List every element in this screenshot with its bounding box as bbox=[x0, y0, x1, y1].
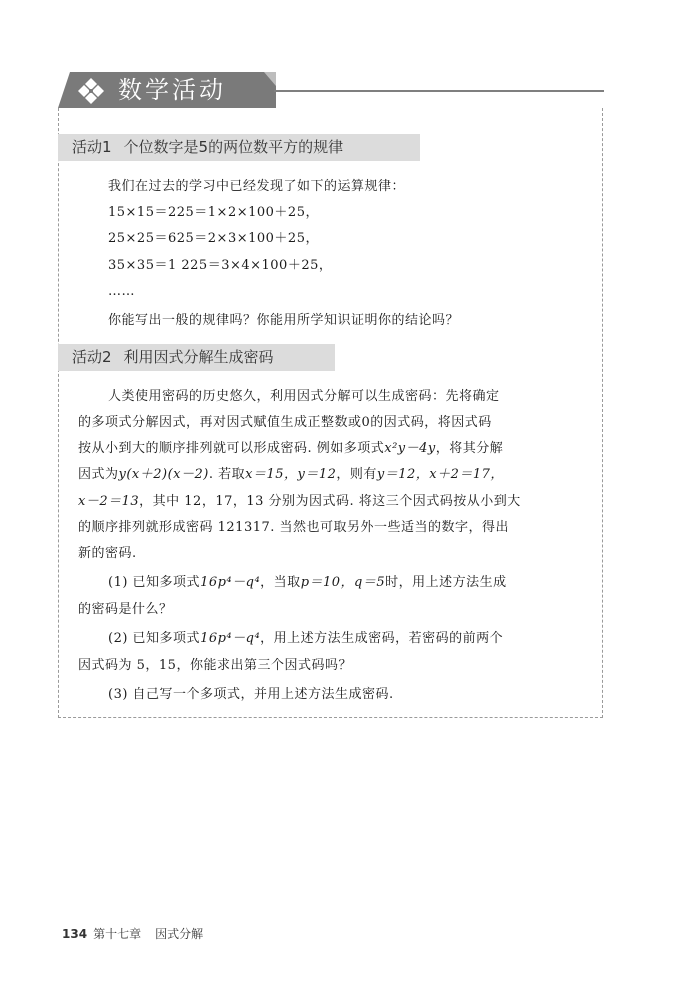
activity1-ellipsis: …… bbox=[108, 284, 135, 299]
math-expression: y＝12，x＋2＝17， bbox=[376, 467, 504, 482]
math-expression: p＝10，q＝5 bbox=[300, 575, 386, 590]
question-2-continued: 因式码为 5，15，你能求出第三个因式码吗？ bbox=[78, 658, 352, 673]
chapter-title: 因式分解 bbox=[155, 927, 204, 941]
activity2-title: 利用因式分解生成密码 bbox=[123, 348, 274, 366]
chapter-label: 第十七章 bbox=[93, 927, 142, 941]
activity2-paragraph-line bbox=[78, 493, 521, 511]
text-run: ，用上述方法生成密码，若密码的前两个 bbox=[260, 631, 504, 646]
text-run: (2) 已知多项式 bbox=[108, 631, 201, 646]
math-activity-logo-icon bbox=[76, 77, 106, 105]
text-run: ，将其分解 bbox=[435, 441, 504, 456]
math-expression: x＝15，y＝12 bbox=[245, 467, 337, 482]
activity1-example: 15×15＝225＝1×2×100＋25， bbox=[108, 205, 319, 220]
activity2-paragraph-line: 人类使用密码的历史悠久，利用因式分解可以生成密码：先将确定 bbox=[108, 389, 500, 404]
text-run: 按从小到大的顺序排列就可以形成密码. 例如多项式 bbox=[78, 441, 385, 456]
activity2-paragraph-line: 新的密码. bbox=[78, 546, 137, 561]
activity1-intro: 我们在过去的学习中已经发现了如下的运算规律： bbox=[108, 179, 406, 194]
math-expression: 16p⁴－q⁴ bbox=[200, 575, 261, 590]
activity1-example: 35×35＝1 225＝3×4×100＋25， bbox=[108, 258, 333, 273]
math-expression: x－2＝13 bbox=[78, 494, 140, 509]
math-expression: y(x＋2)(x－2) bbox=[118, 467, 209, 482]
question-1-continued: 的密码是什么？ bbox=[78, 602, 173, 617]
question-2 bbox=[108, 630, 503, 648]
activity2-paragraph-line: 的多项式分解因式，再对因式赋值生成正整数或0的因式码，将因式码 bbox=[78, 415, 492, 430]
text-run: ，其中 12，17，13 分别为因式码. 将这三个因式码按从小到大 bbox=[139, 494, 521, 509]
activity1-header bbox=[58, 134, 420, 161]
activity1-number: 活动1 bbox=[72, 138, 112, 156]
text-run: ，当取 bbox=[260, 575, 301, 590]
activity2-number: 活动2 bbox=[72, 348, 112, 366]
banner-rule bbox=[274, 90, 604, 92]
content-frame bbox=[58, 108, 603, 718]
activity1-example: 25×25＝625＝2×3×100＋25， bbox=[108, 231, 319, 246]
activity2-paragraph-line: 的顺序排列就形成密码 121317. 当然也可取另外一些适当的数字，得出 bbox=[78, 520, 510, 535]
activity2-header bbox=[58, 344, 335, 371]
text-run: ，则有 bbox=[336, 467, 377, 482]
section-title: 数学活动 bbox=[118, 76, 226, 104]
text-run: (1) 已知多项式 bbox=[108, 575, 201, 590]
page-footer bbox=[62, 925, 203, 942]
activity2-paragraph-line bbox=[78, 440, 503, 458]
question-1 bbox=[108, 574, 507, 592]
question-3: (3) 自己写一个多项式，并用上述方法生成密码. bbox=[108, 687, 394, 702]
text-run: 时，用上述方法生成 bbox=[385, 575, 507, 590]
text-run: . 若取 bbox=[208, 467, 246, 482]
page-number: 134 bbox=[62, 927, 88, 941]
activity1-title: 个位数字是5的两位数平方的规律 bbox=[123, 138, 344, 156]
text-run: 因式为 bbox=[78, 467, 119, 482]
activity1-question: 你能写出一般的规律吗？你能用所学知识证明你的结论吗？ bbox=[108, 313, 460, 328]
math-expression: x²y－4y bbox=[384, 441, 436, 456]
math-expression: 16p⁴－q⁴ bbox=[200, 631, 261, 646]
activity2-paragraph-line bbox=[78, 466, 504, 484]
